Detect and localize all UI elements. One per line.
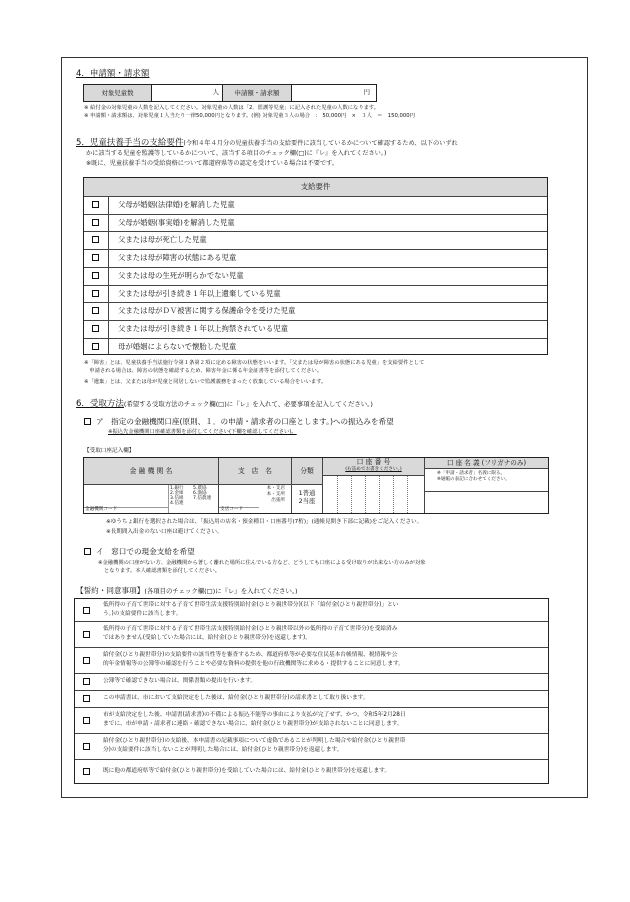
pledge-row-divider bbox=[75, 690, 548, 691]
pledge-text: 低所得の子育て世帯に対する子育て世帯生活支援特別給付金(ひとり親世帯以外の低所得の子育て世帯分)を受給済み bbox=[103, 626, 398, 632]
bank-input-area[interactable] bbox=[84, 485, 219, 513]
bank-type-1: 1.銀行 bbox=[170, 486, 184, 491]
pledge-table bbox=[74, 598, 549, 784]
branch-code-label: 支店コード bbox=[220, 507, 243, 512]
type-header-text: 分類 bbox=[300, 467, 314, 475]
section5-note1a: ※「障害」とは、児童扶養手当法施行令第１条第２項に定める障害の状態をいいます。「父または母が障害の状態にある児童」を支給要件として bbox=[84, 360, 425, 366]
holder-note2: ※通帳の表記に合わせてください。 bbox=[437, 476, 510, 482]
yucho-note: ※ゆうちょ銀行を選択された場合は、「振込用の店名・預金種目・口座番号(7桁)」(通帳見開き下部に記載)をご記入ください。 bbox=[106, 519, 423, 525]
pledge-text: この申請書は、市において支給決定をした後は、給付金(ひとり親世帯分)の請求書として取り扱います。 bbox=[103, 695, 369, 701]
amount-label: 申請額・請求額 bbox=[223, 85, 292, 101]
requirement-row-divider bbox=[84, 249, 547, 250]
digit-divider bbox=[393, 476, 394, 513]
pledge-text: 分)の支給要件に該当しないことが判明した場合には、給付金(ひとり親世帯分)を返還します。 bbox=[103, 747, 343, 753]
bank-type-2: 2.金庫 bbox=[170, 491, 184, 496]
requirement-row-divider bbox=[84, 338, 547, 339]
pledge-checkbox[interactable] bbox=[83, 607, 90, 614]
account-table-title: 【受取口座記入欄】 bbox=[84, 448, 135, 454]
pledge-checkbox[interactable] bbox=[83, 768, 90, 775]
pledge-title-rest: (各項目のチェック欄(□)に『レ』を入れてください。) bbox=[144, 587, 298, 595]
section4-title bbox=[76, 69, 149, 79]
section6-title-text: 6．受取方法 bbox=[76, 399, 124, 409]
option-a-label: ア 指定の金融機関口座(原則、１．の申請・請求者の口座とします。)への振込みを希望 bbox=[96, 417, 394, 426]
option-b-note1: ※金融機関の口座がない方、金融機関から著しく離れた場所に住んでいる方など、どうしても口座による受け取りが出来ない方のみが対象 bbox=[98, 560, 426, 566]
holder-note1: ※「申請・請求者」名義に限る。 bbox=[437, 471, 506, 476]
amount-input[interactable] bbox=[292, 85, 376, 101]
account-number-header bbox=[323, 458, 425, 476]
requirement-label: 父または母の生死が明らかでない児童 bbox=[118, 270, 244, 280]
pledge-row-divider bbox=[75, 647, 548, 648]
bank-type-6: 6.漁協 bbox=[193, 491, 207, 496]
option-b-note2: となります。本人確認書類を添付してください。 bbox=[104, 568, 221, 574]
requirement-label: 母が婚姻によらないで懐胎した児童 bbox=[118, 341, 237, 351]
bank-code-label: 金融機関コード bbox=[85, 507, 118, 512]
bank-name-header-text: 金 融 機 関 名 bbox=[129, 467, 173, 475]
requirement-checkbox[interactable] bbox=[92, 254, 99, 261]
section5-title-rest: (令和４年４月分の児童扶養手当の支給要件に該当しているかについて確認するため、以下のいずれ bbox=[183, 140, 458, 147]
requirement-label: 父または母が死亡した児童 bbox=[118, 235, 207, 245]
requirement-checkbox[interactable] bbox=[92, 325, 99, 332]
section5-note2: ※「遺棄」とは、父または母が児童と同居しないで監護義務をまったく放棄している場合をいいます。 bbox=[84, 379, 327, 385]
requirement-row-divider bbox=[84, 320, 547, 321]
requirement-checkbox[interactable] bbox=[92, 290, 99, 297]
pledge-text: 市が支給決定をした後、申請書(請求書)の不備による振込不能等の事由により支払が完了せず、かつ、令和5年2月28日 bbox=[103, 712, 406, 718]
section5-line2: かに該当する児童を監護等しているかについて、該当する項目のチェック欄(□)に『レ』を入れてください。) bbox=[86, 150, 387, 157]
pledge-text: 公簿等で確認できない場合は、関係書類の提出を行います。 bbox=[103, 678, 257, 684]
branch-header bbox=[219, 458, 292, 485]
bank-name-header bbox=[84, 458, 219, 485]
holder-notes bbox=[425, 469, 548, 492]
type-header bbox=[292, 458, 323, 485]
requirement-checkbox[interactable] bbox=[92, 343, 99, 350]
account-number-subheader: (右詰めでお書きください。) bbox=[345, 467, 402, 472]
requirements-header: 支給要件 bbox=[84, 178, 547, 197]
pledge-row-divider bbox=[75, 733, 548, 734]
requirement-checkbox[interactable] bbox=[92, 272, 99, 279]
pledge-title bbox=[76, 586, 298, 596]
requirement-checkbox[interactable] bbox=[92, 236, 99, 243]
requirement-label: 父母が婚姻(法律婚)を解消した児童 bbox=[118, 200, 235, 209]
pledge-text: 低所得の子育て世帯に対する子育て世帯生活支援特別給付金(ひとり親世帯分)(以下「給付金(ひとり親世帯分)」とい bbox=[103, 602, 399, 608]
pledge-checkbox[interactable] bbox=[83, 678, 90, 685]
requirement-checkbox[interactable] bbox=[92, 307, 99, 314]
holder-input[interactable] bbox=[425, 492, 548, 513]
requirement-label: 父または母が引き続き１年以上遺棄している児童 bbox=[118, 288, 281, 298]
longterm-note: ※長期間入出金のない口座は避けてください。 bbox=[106, 529, 223, 535]
section4-note2: ※ 申請額・請求額は、対象児童１人当たり一律50,000円となります。(例) 対象児童３人の場合 : 50,000円 × ３人 ＝ 150,000円 bbox=[84, 113, 415, 119]
bank-type-5: 5.農協 bbox=[193, 486, 207, 491]
bank-type-7: 7.信農連 bbox=[193, 496, 212, 501]
pledge-checkbox[interactable] bbox=[83, 743, 90, 750]
pledge-checkbox[interactable] bbox=[83, 657, 90, 664]
section6-title-rest: (希望する受取方法のチェック欄(□)に『レ』を入れて、必要事項を記入してください。) bbox=[123, 400, 373, 408]
pledge-checkbox[interactable] bbox=[83, 695, 90, 702]
digit-divider bbox=[379, 476, 380, 513]
account-type-area[interactable] bbox=[292, 485, 323, 513]
requirement-row-divider bbox=[84, 285, 547, 286]
pledge-row-divider bbox=[75, 621, 548, 622]
requirement-checkbox[interactable] bbox=[92, 201, 99, 208]
requirement-label: 父または母が障害の状態にある児童 bbox=[118, 253, 237, 263]
holder-header bbox=[425, 458, 548, 469]
bank-type-3: 3.信組 bbox=[170, 496, 184, 501]
pledge-text: 給付金(ひとり親世帯分)の支給要件の該当性等を審査するため、都道府県等が必要な住民基本台帳情報、税情報や公 bbox=[103, 652, 398, 658]
requirements-divider bbox=[108, 196, 109, 354]
section4-title-text: 4．申請額・請求額 bbox=[76, 69, 150, 79]
pledge-row-divider bbox=[75, 759, 548, 760]
section5-note1b: 申請される場合は、障害の状態を確認するため、障害年金に係る年金証書等を添付してください。 bbox=[84, 368, 323, 374]
branch-type-2: 本・支所 bbox=[266, 492, 285, 497]
requirement-row-divider bbox=[84, 231, 547, 232]
bank-type-divider bbox=[168, 485, 169, 513]
holder-header-text: 口 座 名 義 (フリガナのみ) bbox=[446, 459, 527, 467]
section5-title bbox=[76, 138, 458, 149]
digit-divider bbox=[365, 476, 366, 513]
pledge-text: までに、市が申請・請求者に連絡・確認できない場合に、給付金(ひとり親世帯分)が支給されないことに同意します。 bbox=[103, 721, 403, 727]
amount-unit: 円 bbox=[363, 88, 370, 96]
section4-note1: ※ 給付金の対象児童の人数を記入してください。対象児童の人数は「2．監護等児童」に記入された児童の人数になります。 bbox=[84, 105, 380, 111]
account-table bbox=[83, 457, 549, 514]
requirement-checkbox[interactable] bbox=[92, 219, 99, 226]
pledge-row-divider bbox=[75, 673, 548, 674]
account-type-2: 2当座 bbox=[298, 497, 316, 505]
section5-line3: ※既に、児童扶養手当の受給資格について都道府県等の認定を受けている場合は不要です。 bbox=[86, 160, 339, 167]
account-number-input[interactable] bbox=[323, 476, 425, 513]
branch-type-1: 本・支店 bbox=[266, 486, 285, 491]
digit-divider bbox=[337, 476, 338, 513]
pledge-text: 給付金(ひとり親世帯分)の支給後、本申請書の記載事項について虚偽であることが判明した場合や給付金(ひとり親世帯 bbox=[103, 738, 406, 744]
requirement-label: 父母が婚姻(事実婚)を解消した児童 bbox=[118, 217, 235, 227]
digit-divider bbox=[407, 476, 408, 513]
option-b-checkbox[interactable] bbox=[84, 548, 91, 555]
requirement-row-divider bbox=[84, 214, 547, 215]
digit-divider bbox=[351, 476, 352, 513]
count-input[interactable] bbox=[152, 85, 223, 101]
option-b-label: イ 窓口での現金支給を希望 bbox=[96, 547, 195, 556]
amount-table bbox=[83, 84, 377, 102]
pledge-checkbox[interactable] bbox=[83, 717, 90, 724]
count-label: 対象児童数 bbox=[84, 85, 152, 101]
account-number-header-text: 口 座 番 号 bbox=[356, 458, 391, 466]
pledge-checkbox[interactable] bbox=[83, 631, 90, 638]
option-a-note: ※振込先金融機関口座確認書類を添付してください(下欄を確認してください)。 bbox=[108, 429, 297, 435]
pledge-text: 既に他の都道府県等で給付金(ひとり親世帯分)を受給していた場合には、給付金(ひとり親世帯分)を返還します。 bbox=[103, 767, 391, 774]
requirements-table bbox=[83, 177, 548, 355]
pledge-text: ではありません(受給していた場合には、給付金(ひとり親世帯分)を返還します)。 bbox=[103, 635, 311, 641]
requirement-row-divider bbox=[84, 267, 547, 268]
requirement-label: 父または母がＤＶ被害に関する保護命令を受けた児童 bbox=[118, 306, 296, 316]
requirement-row-divider bbox=[84, 302, 547, 303]
account-type-1: 1普通 bbox=[298, 489, 316, 497]
pledge-text: う。)の支給要件に該当します。 bbox=[103, 611, 182, 617]
branch-type-3: 出張所 bbox=[271, 498, 285, 503]
count-unit: 人 bbox=[212, 88, 219, 96]
branch-header-text: 支 店 名 bbox=[238, 467, 272, 475]
option-a-checkbox[interactable] bbox=[84, 418, 91, 425]
section6-title bbox=[76, 399, 373, 409]
pledge-title-text: 【誓約・同意事項】 bbox=[76, 586, 145, 595]
pledge-text: 的年金情報等の公簿等の確認を行うことや必要な資料の提供を他の行政機関等に求める・提供することに同意します。 bbox=[103, 661, 404, 667]
branch-input-area[interactable] bbox=[219, 485, 292, 513]
pledge-row-divider bbox=[75, 707, 548, 708]
requirement-label: 父または母が引き続き１年以上拘禁されている児童 bbox=[118, 323, 288, 333]
bank-type-4: 4.信連 bbox=[170, 501, 184, 506]
section5-title-text: 5．児童扶養手当の支給要件 bbox=[76, 138, 184, 148]
